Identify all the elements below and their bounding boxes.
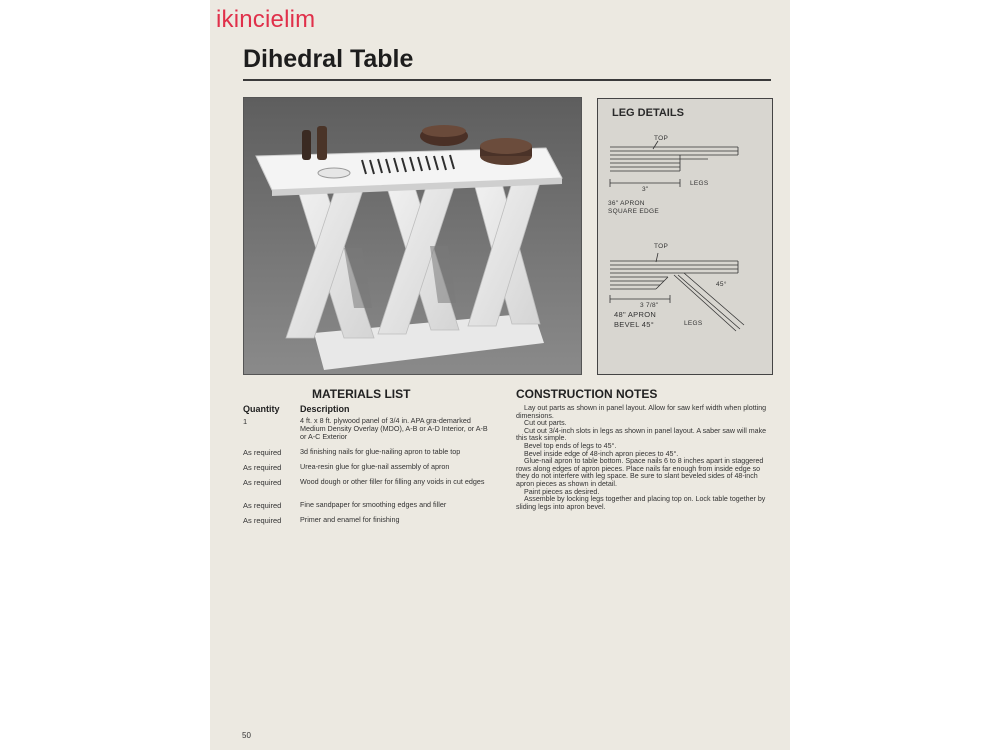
dimension-3-7-8in: 3 7/8" [640,302,659,309]
note-paragraph: Bevel inside edge of 48-inch apron pieces to 45°. [524,449,679,458]
note-paragraph: Cut out parts. [524,419,567,428]
note-paragraph: Lay out parts as shown in panel layout. Allow for saw kerf width when plotting dimensions. [516,404,767,420]
top-label-lower: TOP [654,243,669,250]
material-description: 4 ft. x 8 ft. plywood panel of 3/4 in. APA gra-demarked Medium Density Overlay (MDO), A-B or A-D Interior, or A-B or A-C Exterior [300,416,488,441]
material-description: Fine sandpaper for smoothing edges and filler [300,500,447,509]
page-number: 50 [242,731,251,740]
material-description: Primer and enamel for finishing [300,515,400,524]
material-qty: 1 [243,417,248,426]
table-photo-illustration [244,98,581,374]
note-paragraph: Glue-nail apron to table bottom. Space nails 6 to 8 inches apart in staggered rows along edges of apron pieces. Place nails far enough from inside edge so they do not interfere with leg space. Be sure to slant beveled sides of 48-inch apron pieces as shown in detail. [516,457,764,488]
leg-details-diagram [598,99,772,374]
note-paragraph: Bevel top ends of legs to 45°. [524,441,617,450]
title-rule [243,79,771,81]
page-title: Dihedral Table [243,45,414,73]
note-paragraph: Cut out 3/4-inch slots in legs as shown in panel layout. A saber saw will make this task simple. [516,426,767,443]
apron-36-label: 36" APRON [608,200,645,207]
material-description: Urea-resin glue for glue-nail assembly of apron [300,462,450,471]
material-qty: As required [243,448,282,457]
material-qty: As required [243,463,282,472]
material-qty: As required [243,516,282,525]
construction-notes [516,405,774,511]
note-paragraph: Paint pieces as desired. [524,487,600,496]
table-photo [243,97,582,375]
note-paragraph: Assemble by locking legs together and placing top on. Lock table together by sliding legs into apron bevel. [516,495,766,511]
watermark: ikincielim [216,6,316,33]
dimension-3in: 3" [642,186,649,193]
material-description: 3d finishing nails for glue-nailing apron to table top [300,447,461,456]
bevel-45-label: BEVEL 45° [614,320,655,329]
legs-label-lower: LEGS [684,320,703,327]
materials-heading: MATERIALS LIST [312,387,411,401]
angle-45-label: 45° [716,281,727,288]
quantity-column-header: Quantity [243,404,280,414]
apron-48-label: 48" APRON [614,310,657,319]
top-label-upper: TOP [654,135,669,142]
leg-details-title: LEG DETAILS [612,107,684,119]
material-description: Wood dough or other filler for filling any voids in cut edges [300,477,485,486]
material-qty: As required [243,478,282,487]
material-qty: As required [243,501,282,510]
leg-details-panel [597,98,773,375]
legs-label-upper: LEGS [690,180,709,187]
construction-heading: CONSTRUCTION NOTES [516,387,658,401]
square-edge-label: SQUARE EDGE [608,208,659,215]
description-column-header: Description [300,404,350,414]
